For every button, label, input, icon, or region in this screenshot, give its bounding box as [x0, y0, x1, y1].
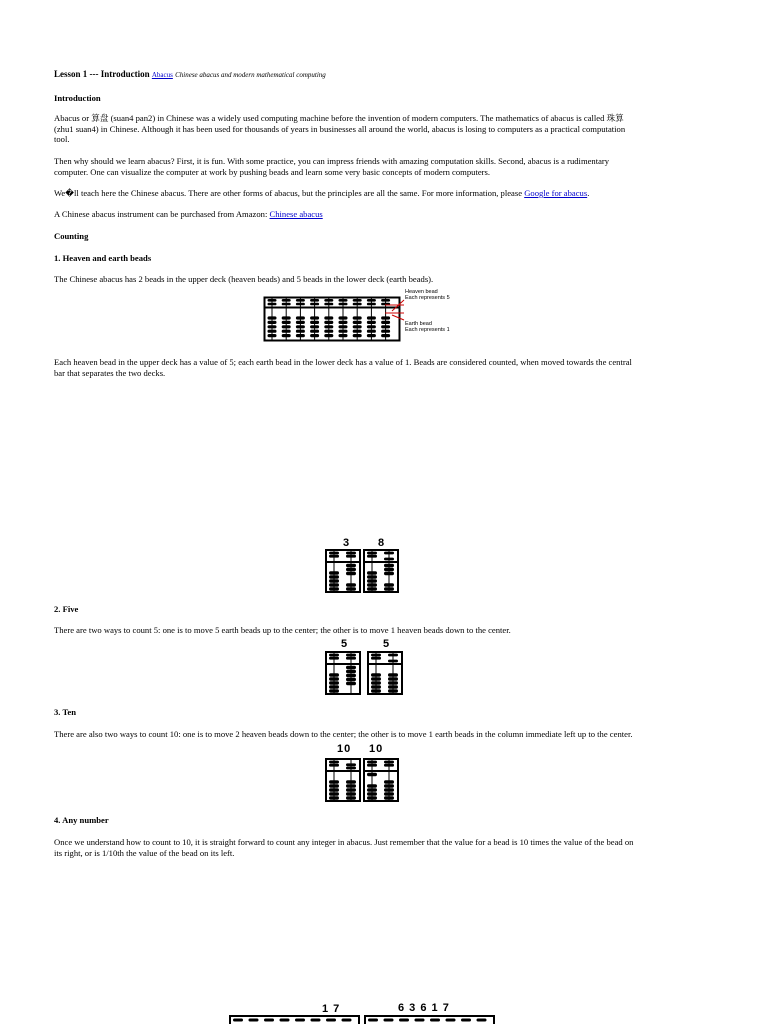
abacus-bead: [324, 299, 333, 302]
abacus-bead: [329, 788, 339, 791]
earth-bead-caption: [405, 321, 450, 334]
abacus-bead: [384, 587, 394, 590]
text-line: Once we understand how to count to 10, it is straight forward to count any integer in abacus. Just remember that the value for a bead is 10 times the value of the bead on: [54, 837, 634, 847]
section-3-text: There are also two ways to count 10: one is to move 2 heaven beads down to the center; the other is to move 1 earth beads in the column immediate left up to the center.: [54, 729, 633, 739]
figure-4-label-10a: 10: [337, 743, 352, 755]
text-line: tool.: [54, 134, 70, 145]
abacus-bead: [268, 334, 277, 337]
abacus-bead: [310, 299, 319, 302]
abacus-bead: [367, 571, 377, 574]
abacus-bead: [346, 564, 356, 567]
abacus-bead: [371, 673, 381, 676]
abacus-bead: [346, 583, 356, 586]
abacus-bead: [384, 764, 394, 767]
abacus-bead: [329, 552, 339, 555]
abacus-bead: [353, 334, 362, 337]
heaven-bead-caption: [405, 289, 450, 302]
abacus-bead: [342, 1019, 352, 1022]
abacus-bead: [296, 321, 305, 324]
text-span: .: [587, 188, 590, 198]
abacus-bead: [381, 330, 390, 333]
abacus-bead: [367, 788, 377, 791]
abacus-bead: [329, 685, 339, 688]
abacus-bead: [388, 660, 398, 663]
abacus-bead: [346, 572, 356, 575]
abacus-bead: [384, 564, 394, 567]
abacus-bead: [296, 303, 305, 306]
abacus-bead: [329, 677, 339, 680]
abacus-bead: [329, 761, 339, 764]
abacus-bead: [367, 334, 376, 337]
abacus-bead: [371, 685, 381, 688]
abacus-bead: [367, 555, 377, 558]
lesson-title: Lesson 1 --- Introduction: [54, 69, 150, 79]
abacus-bead: [388, 685, 398, 688]
abacus-bead: [346, 657, 356, 660]
abacus-bead: [339, 330, 348, 333]
text-span: A Chinese abacus instrument can be purchased from Amazon:: [54, 209, 268, 219]
abacus-bead: [329, 689, 339, 692]
abacus-bead: [346, 763, 356, 766]
abacus-bead: [346, 674, 356, 677]
abacus-bead: [415, 1019, 425, 1022]
abacus-columns: [268, 297, 391, 341]
abacus-bead: [346, 767, 356, 770]
abacus-bead: [310, 303, 319, 306]
section-4-heading: 4. Any number: [54, 815, 109, 825]
figure-2-label-8: 8: [378, 537, 386, 549]
abacus-pair: [325, 550, 399, 592]
abacus-bead: [384, 1019, 394, 1022]
abacus-figure-3: [325, 650, 405, 698]
caption-line: Each represents 5: [405, 295, 450, 302]
abacus-bead: [282, 330, 291, 333]
text-span: We�ll teach here the Chinese abacus. There are other forms of abacus, but the principles are all the same. For more information, please: [54, 188, 523, 198]
abacus-bead: [324, 303, 333, 306]
abacus-bead: [282, 316, 291, 319]
abacus-bead: [329, 575, 339, 578]
abacus-bead: [339, 299, 348, 302]
abacus-bead: [446, 1019, 456, 1022]
abacus-link[interactable]: Abacus: [151, 71, 173, 79]
abacus-bead: [381, 334, 390, 337]
figure-3-label-5a: 5: [341, 638, 349, 650]
text-line: Abacus or 算盘 (suan4 pan2) in Chinese was a widely used computing machine before the invention of modern computers. The mathematics of abacus is called 珠算: [54, 113, 624, 123]
abacus-bead: [268, 303, 277, 306]
section-1-text: The Chinese abacus has 2 beads in the upper deck (heaven beads) and 5 beads in the lower deck (earth beads).: [54, 274, 434, 284]
abacus-bead: [367, 796, 377, 799]
abacus-bead: [339, 316, 348, 319]
figure-2-label-3: 3: [343, 537, 351, 549]
abacus-bead: [324, 316, 333, 319]
abacus-bead: [329, 764, 339, 767]
abacus-bead: [353, 321, 362, 324]
abacus-figure-2: [325, 548, 401, 594]
abacus-bead: [282, 299, 291, 302]
abacus-bead: [388, 681, 398, 684]
abacus-bead: [268, 330, 277, 333]
abacus-bead: [296, 330, 305, 333]
introduction-heading: Introduction: [54, 93, 101, 103]
abacus-bead: [399, 1019, 409, 1022]
caption-line: Each represents 1: [405, 327, 450, 334]
abacus-bead: [329, 571, 339, 574]
abacus-bead: [384, 558, 394, 561]
abacus-bead: [329, 792, 339, 795]
abacus-bead: [461, 1019, 471, 1022]
abacus-bead: [311, 1019, 321, 1022]
abacus-bead: [346, 670, 356, 673]
abacus-bead: [280, 1019, 290, 1022]
abacus-bead: [329, 587, 339, 590]
abacus-bead: [367, 784, 377, 787]
abacus-bead: [268, 299, 277, 302]
abacus-bead: [329, 780, 339, 783]
abacus-bead: [371, 689, 381, 692]
lesson-title-line: [54, 69, 326, 81]
abacus-bead: [346, 788, 356, 791]
intro-paragraph-2: [54, 156, 609, 177]
abacus-bead: [346, 654, 356, 657]
abacus-bead: [384, 780, 394, 783]
abacus-bead: [346, 780, 356, 783]
section-3-heading: 3. Ten: [54, 707, 76, 717]
abacus-bead: [329, 673, 339, 676]
abacus-bead: [346, 666, 356, 669]
abacus-bead: [282, 303, 291, 306]
abacus-bead: [346, 552, 356, 555]
abacus-bead: [367, 792, 377, 795]
abacus-bead: [296, 325, 305, 328]
abacus-bead: [388, 654, 398, 657]
figure-5-label-63617: 6 3 6 1 7: [398, 1002, 450, 1014]
text-line: (zhu1 suan4) in Chinese. Although it has been used for thousands of years in businesses all around the world, abacus is losing to computers as a practical computation: [54, 123, 626, 134]
abacus-bead: [388, 689, 398, 692]
abacus-bead: [296, 334, 305, 337]
caption-line: Earth bead: [405, 321, 432, 327]
abacus-bead: [384, 572, 394, 575]
abacus-bead: [367, 764, 377, 767]
intro-paragraph-4: [54, 209, 323, 220]
abacus-bead: [264, 1019, 274, 1022]
abacus-bead: [329, 657, 339, 660]
abacus-bead: [329, 796, 339, 799]
abacus-bead: [381, 299, 390, 302]
abacus-bead: [353, 325, 362, 328]
abacus-bead: [310, 330, 319, 333]
section-2-text: There are two ways to count 5: one is to move 5 earth beads up to the center; the other is to move 1 heaven beads down to the center.: [54, 625, 511, 635]
abacus-bead: [296, 316, 305, 319]
abacus-bead: [381, 316, 390, 319]
abacus-bead: [310, 325, 319, 328]
abacus-figure-5: [228, 1015, 498, 1024]
abacus-bead: [384, 568, 394, 571]
earth-pointer-diag: [392, 315, 404, 320]
abacus-bead: [282, 325, 291, 328]
abacus-bead: [310, 316, 319, 319]
abacus-bead: [384, 796, 394, 799]
abacus-bead: [381, 321, 390, 324]
section-2-heading: 2. Five: [54, 604, 79, 614]
abacus-bead: [282, 334, 291, 337]
abacus-pair: [325, 759, 399, 801]
intro-paragraph-1: [54, 113, 625, 145]
abacus-bead: [346, 682, 356, 685]
abacus-bead: [329, 555, 339, 558]
abacus-bead: [477, 1019, 487, 1022]
abacus-bead: [367, 303, 376, 306]
abacus-bead: [353, 299, 362, 302]
abacus-bead: [268, 325, 277, 328]
figure-4-label-10b: 10: [369, 743, 384, 755]
abacus-bead: [346, 555, 356, 558]
abacus-bead: [367, 575, 377, 578]
abacus-bead: [324, 321, 333, 324]
abacus-bead: [384, 552, 394, 555]
abacus-bead: [233, 1019, 243, 1022]
abacus-bead: [339, 325, 348, 328]
amazon-abacus-link[interactable]: Chinese abacus: [269, 209, 323, 219]
section-1-after-text: [54, 357, 632, 378]
abacus-bead: [367, 773, 377, 776]
abacus-bead: [346, 784, 356, 787]
figure-3-label-5b: 5: [383, 638, 391, 650]
abacus-bead: [430, 1019, 440, 1022]
intro-paragraph-3: [54, 188, 589, 199]
abacus-bead: [371, 654, 381, 657]
abacus-bead: [367, 587, 377, 590]
abacus-bead: [346, 587, 356, 590]
abacus-bead: [367, 330, 376, 333]
abacus-bead: [295, 1019, 305, 1022]
section-1-heading: 1. Heaven and earth beads: [54, 253, 152, 263]
abacus-bead: [353, 303, 362, 306]
abacus-bead: [381, 325, 390, 328]
abacus-bead: [384, 788, 394, 791]
counting-heading: Counting: [54, 231, 89, 241]
abacus-bead: [388, 673, 398, 676]
abacus-bead: [368, 1019, 378, 1022]
abacus-bead: [268, 321, 277, 324]
abacus-pair: [325, 652, 403, 694]
abacus-bead: [367, 579, 377, 582]
abacus-bead: [346, 792, 356, 795]
abacus-bead: [329, 681, 339, 684]
abacus-bead: [346, 678, 356, 681]
abacus-bead: [339, 321, 348, 324]
abacus-bead: [329, 579, 339, 582]
abacus-bead: [310, 321, 319, 324]
abacus-bead: [367, 299, 376, 302]
abacus-bead: [310, 334, 319, 337]
text-line: its right, or is 1/10th the value of the bead on its left.: [54, 847, 235, 858]
google-abacus-link[interactable]: Google for abacus: [524, 188, 588, 198]
abacus-bead: [326, 1019, 336, 1022]
abacus-bead: [371, 657, 381, 660]
abacus-bead: [367, 552, 377, 555]
text-line: Then why should we learn abacus? First, it is fun. With some practice, you can impress friends with amazing computation skills. Second, abacus is a rudimentary: [54, 156, 610, 166]
caption-line: Heaven bead: [405, 289, 438, 295]
abacus-bead: [367, 325, 376, 328]
abacus-figure-4: [325, 757, 401, 805]
abacus-bead: [384, 792, 394, 795]
text-line: computer. One can visualize the computer at work by pushing beads and learn some very basic concepts of modern computers.: [54, 166, 490, 177]
abacus-bead: [282, 321, 291, 324]
abacus-bead: [324, 334, 333, 337]
lesson-subtitle: Chinese abacus and modern mathematical computing: [175, 71, 326, 79]
abacus-bead: [339, 334, 348, 337]
abacus-bead: [353, 330, 362, 333]
abacus-bead: [384, 583, 394, 586]
text-line: Each heaven bead in the upper deck has a value of 5; each earth bead in the lower deck has a value of 1. Beads are considered counted, when moved towards the central: [54, 357, 632, 367]
abacus-bead: [339, 303, 348, 306]
abacus-bead: [296, 299, 305, 302]
abacus-bead: [324, 330, 333, 333]
abacus-bead: [329, 654, 339, 657]
abacus-bead: [367, 316, 376, 319]
abacus-bead: [346, 796, 356, 799]
abacus-bead: [268, 316, 277, 319]
section-4-text: [54, 837, 633, 858]
abacus-bead: [324, 325, 333, 328]
abacus-bead: [371, 681, 381, 684]
abacus-bead: [353, 316, 362, 319]
abacus-bead: [384, 784, 394, 787]
abacus-bead: [367, 321, 376, 324]
abacus-bead: [388, 677, 398, 680]
abacus-bead: [367, 583, 377, 586]
abacus-bead: [371, 677, 381, 680]
abacus-bead: [329, 583, 339, 586]
abacus-bead: [384, 761, 394, 764]
abacus-bead: [249, 1019, 259, 1022]
abacus-bead: [346, 568, 356, 571]
abacus-bead: [329, 784, 339, 787]
text-line: bar that separates the two decks.: [54, 367, 166, 378]
figure-5-label-17: 1 7: [322, 1003, 341, 1015]
abacus-bead: [367, 761, 377, 764]
